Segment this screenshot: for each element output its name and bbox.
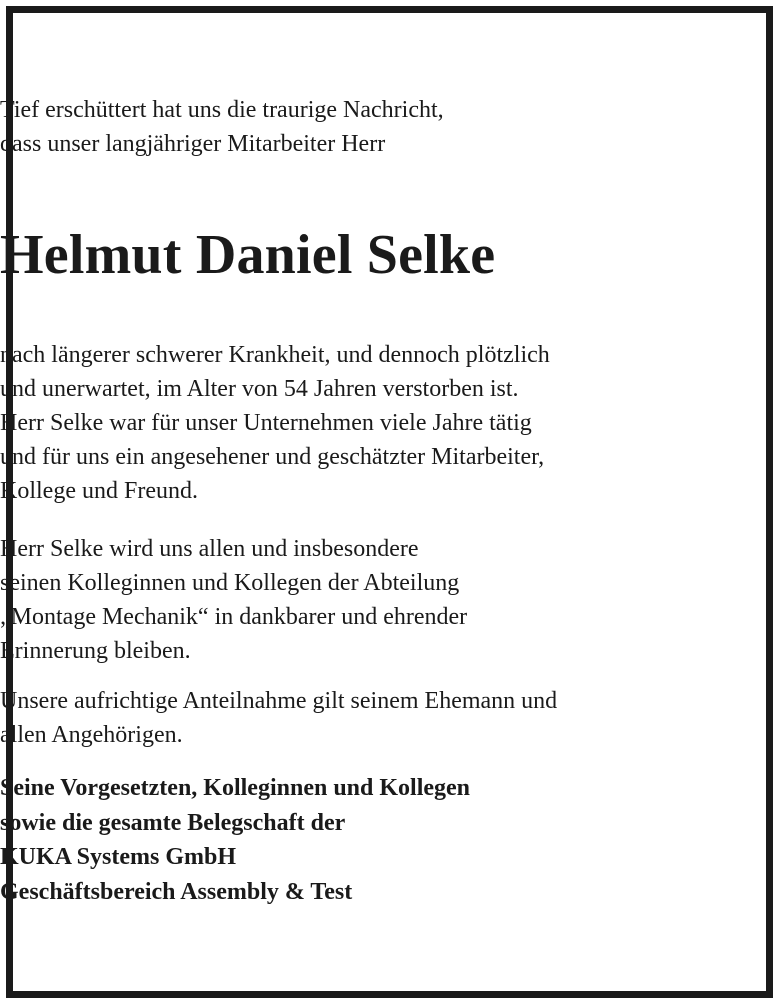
paragraph-line: seinen Kolleginnen und Kollegen der Abteilung (0, 570, 460, 596)
paragraph-line: Herr Selke war für unser Unternehmen viele Jahre tätig (0, 410, 532, 436)
paragraph-line: allen Angehörigen. (0, 722, 183, 748)
paragraph-line: Erinnerung bleiben. (0, 638, 191, 664)
paragraph-condolence (0, 684, 775, 752)
paragraph-line: und für uns ein angesehener und geschätzter Mitarbeiter, (0, 444, 545, 470)
signature-line: sowie die gesamte Belegschaft der (0, 809, 346, 836)
intro-line: Tief erschüttert hat uns die traurige Nachricht, (0, 97, 444, 123)
signature-block (0, 771, 775, 909)
paragraph-line: und unerwartet, im Alter von 54 Jahren verstorben ist. (0, 376, 519, 402)
intro-line: dass unser langjähriger Mitarbeiter Herr (0, 131, 386, 157)
deceased-name: Helmut Daniel Selke (0, 224, 496, 286)
paragraph-line: nach längerer schwerer Krankheit, und dennoch plötzlich (0, 342, 550, 368)
paragraph-line: „Montage Mechanik“ in dankbarer und ehrender (0, 604, 468, 630)
company-name: KUKA Systems GmbH (0, 844, 237, 870)
paragraph-line: Unsere aufrichtige Anteilnahme gilt seinem Ehemann und (0, 688, 558, 714)
paragraph-line: Kollege und Freund. (0, 478, 198, 504)
paragraph-line: Herr Selke wird uns allen und insbesondere (0, 536, 419, 562)
intro-text (0, 93, 775, 161)
business-unit: Geschäftsbereich Assembly & Test (0, 878, 353, 905)
paragraph-remembrance (0, 532, 775, 668)
signature-line: Seine Vorgesetzten, Kolleginnen und Kollegen (0, 775, 471, 801)
paragraph-death-details (0, 338, 775, 508)
